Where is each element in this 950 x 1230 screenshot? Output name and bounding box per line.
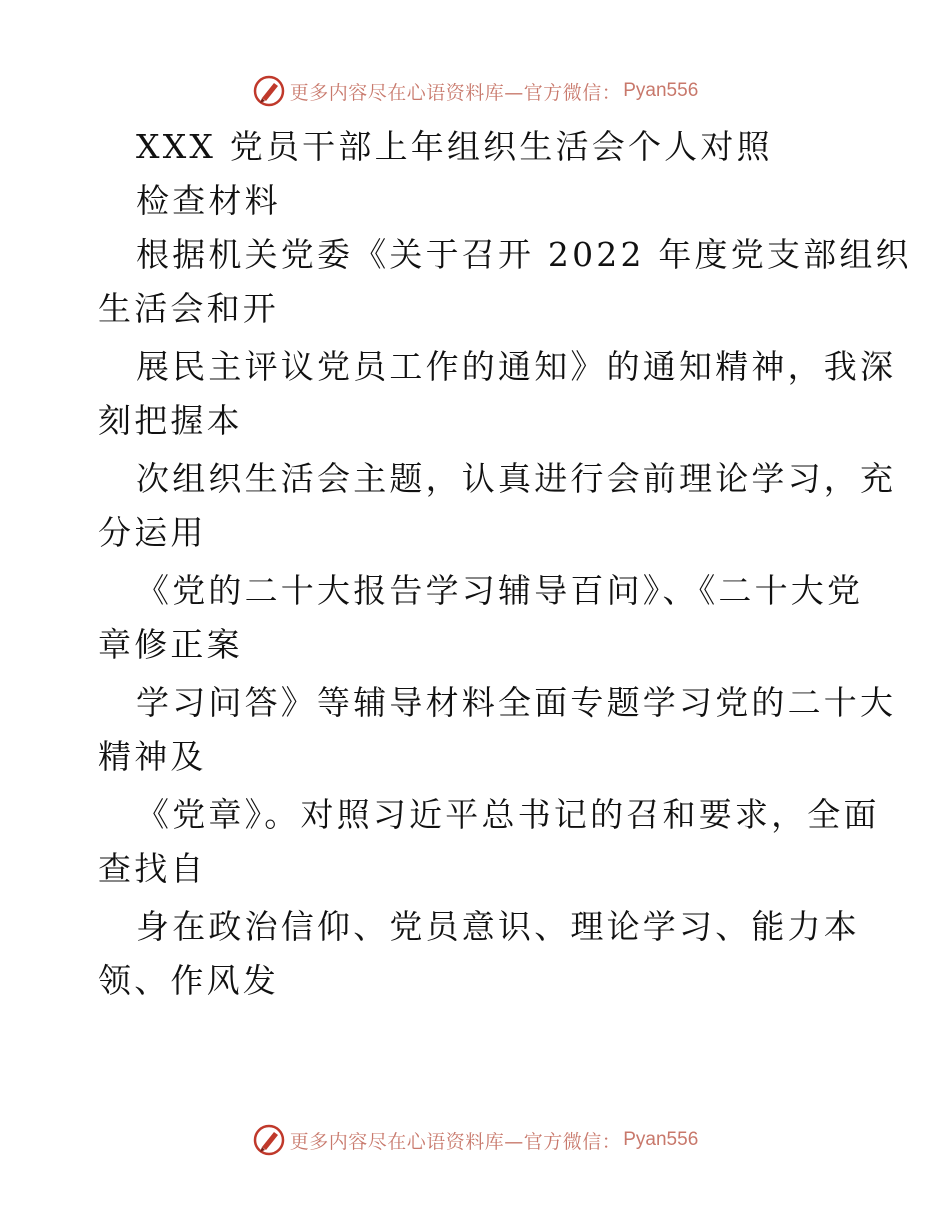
watermark-account: Pyan556 xyxy=(623,80,699,101)
document-body xyxy=(98,120,912,1008)
watermark-text: 更多内容尽在心语资料库—官方微信： xyxy=(289,81,622,104)
pen-logo-icon xyxy=(252,1123,286,1157)
text-line: 根据机关党委《关于召开 2022 年度党支部组织 xyxy=(136,235,912,274)
text-line: 刻把握本 xyxy=(98,401,243,440)
text-line: 分运用 xyxy=(98,513,207,552)
text-line: 生活会和开 xyxy=(98,289,279,328)
text-line: 《党的二十大报告学习辅导百问》、《二十大党 xyxy=(136,571,864,610)
text-line: 领、作风发 xyxy=(98,961,279,1000)
pen-logo-icon xyxy=(252,74,286,108)
text-line: 检查材料 xyxy=(136,181,281,220)
text-line: 精神及 xyxy=(98,737,207,776)
header-watermark xyxy=(0,71,950,111)
text-line: XXX 党员干部上年组织生活会个人对照 xyxy=(136,127,773,166)
text-line: 身在政治信仰、党员意识、理论学习、能力本 xyxy=(136,907,860,946)
watermark-account: Pyan556 xyxy=(623,1129,699,1150)
text-line: 查找自 xyxy=(98,849,207,888)
text-line: 《党章》。对照习近平总书记的召和要求，全面 xyxy=(136,795,880,834)
text-line: 次组织生活会主题，认真进行会前理论学习，充 xyxy=(136,459,897,498)
text-line: 展民主评议党员工作的通知》的通知精神，我深 xyxy=(136,347,897,386)
footer-watermark xyxy=(0,1120,950,1160)
text-line: 章修正案 xyxy=(98,625,243,664)
watermark-text: 更多内容尽在心语资料库—官方微信： xyxy=(289,1130,622,1153)
text-line: 学习问答》等辅导材料全面专题学习党的二十大 xyxy=(136,683,897,722)
